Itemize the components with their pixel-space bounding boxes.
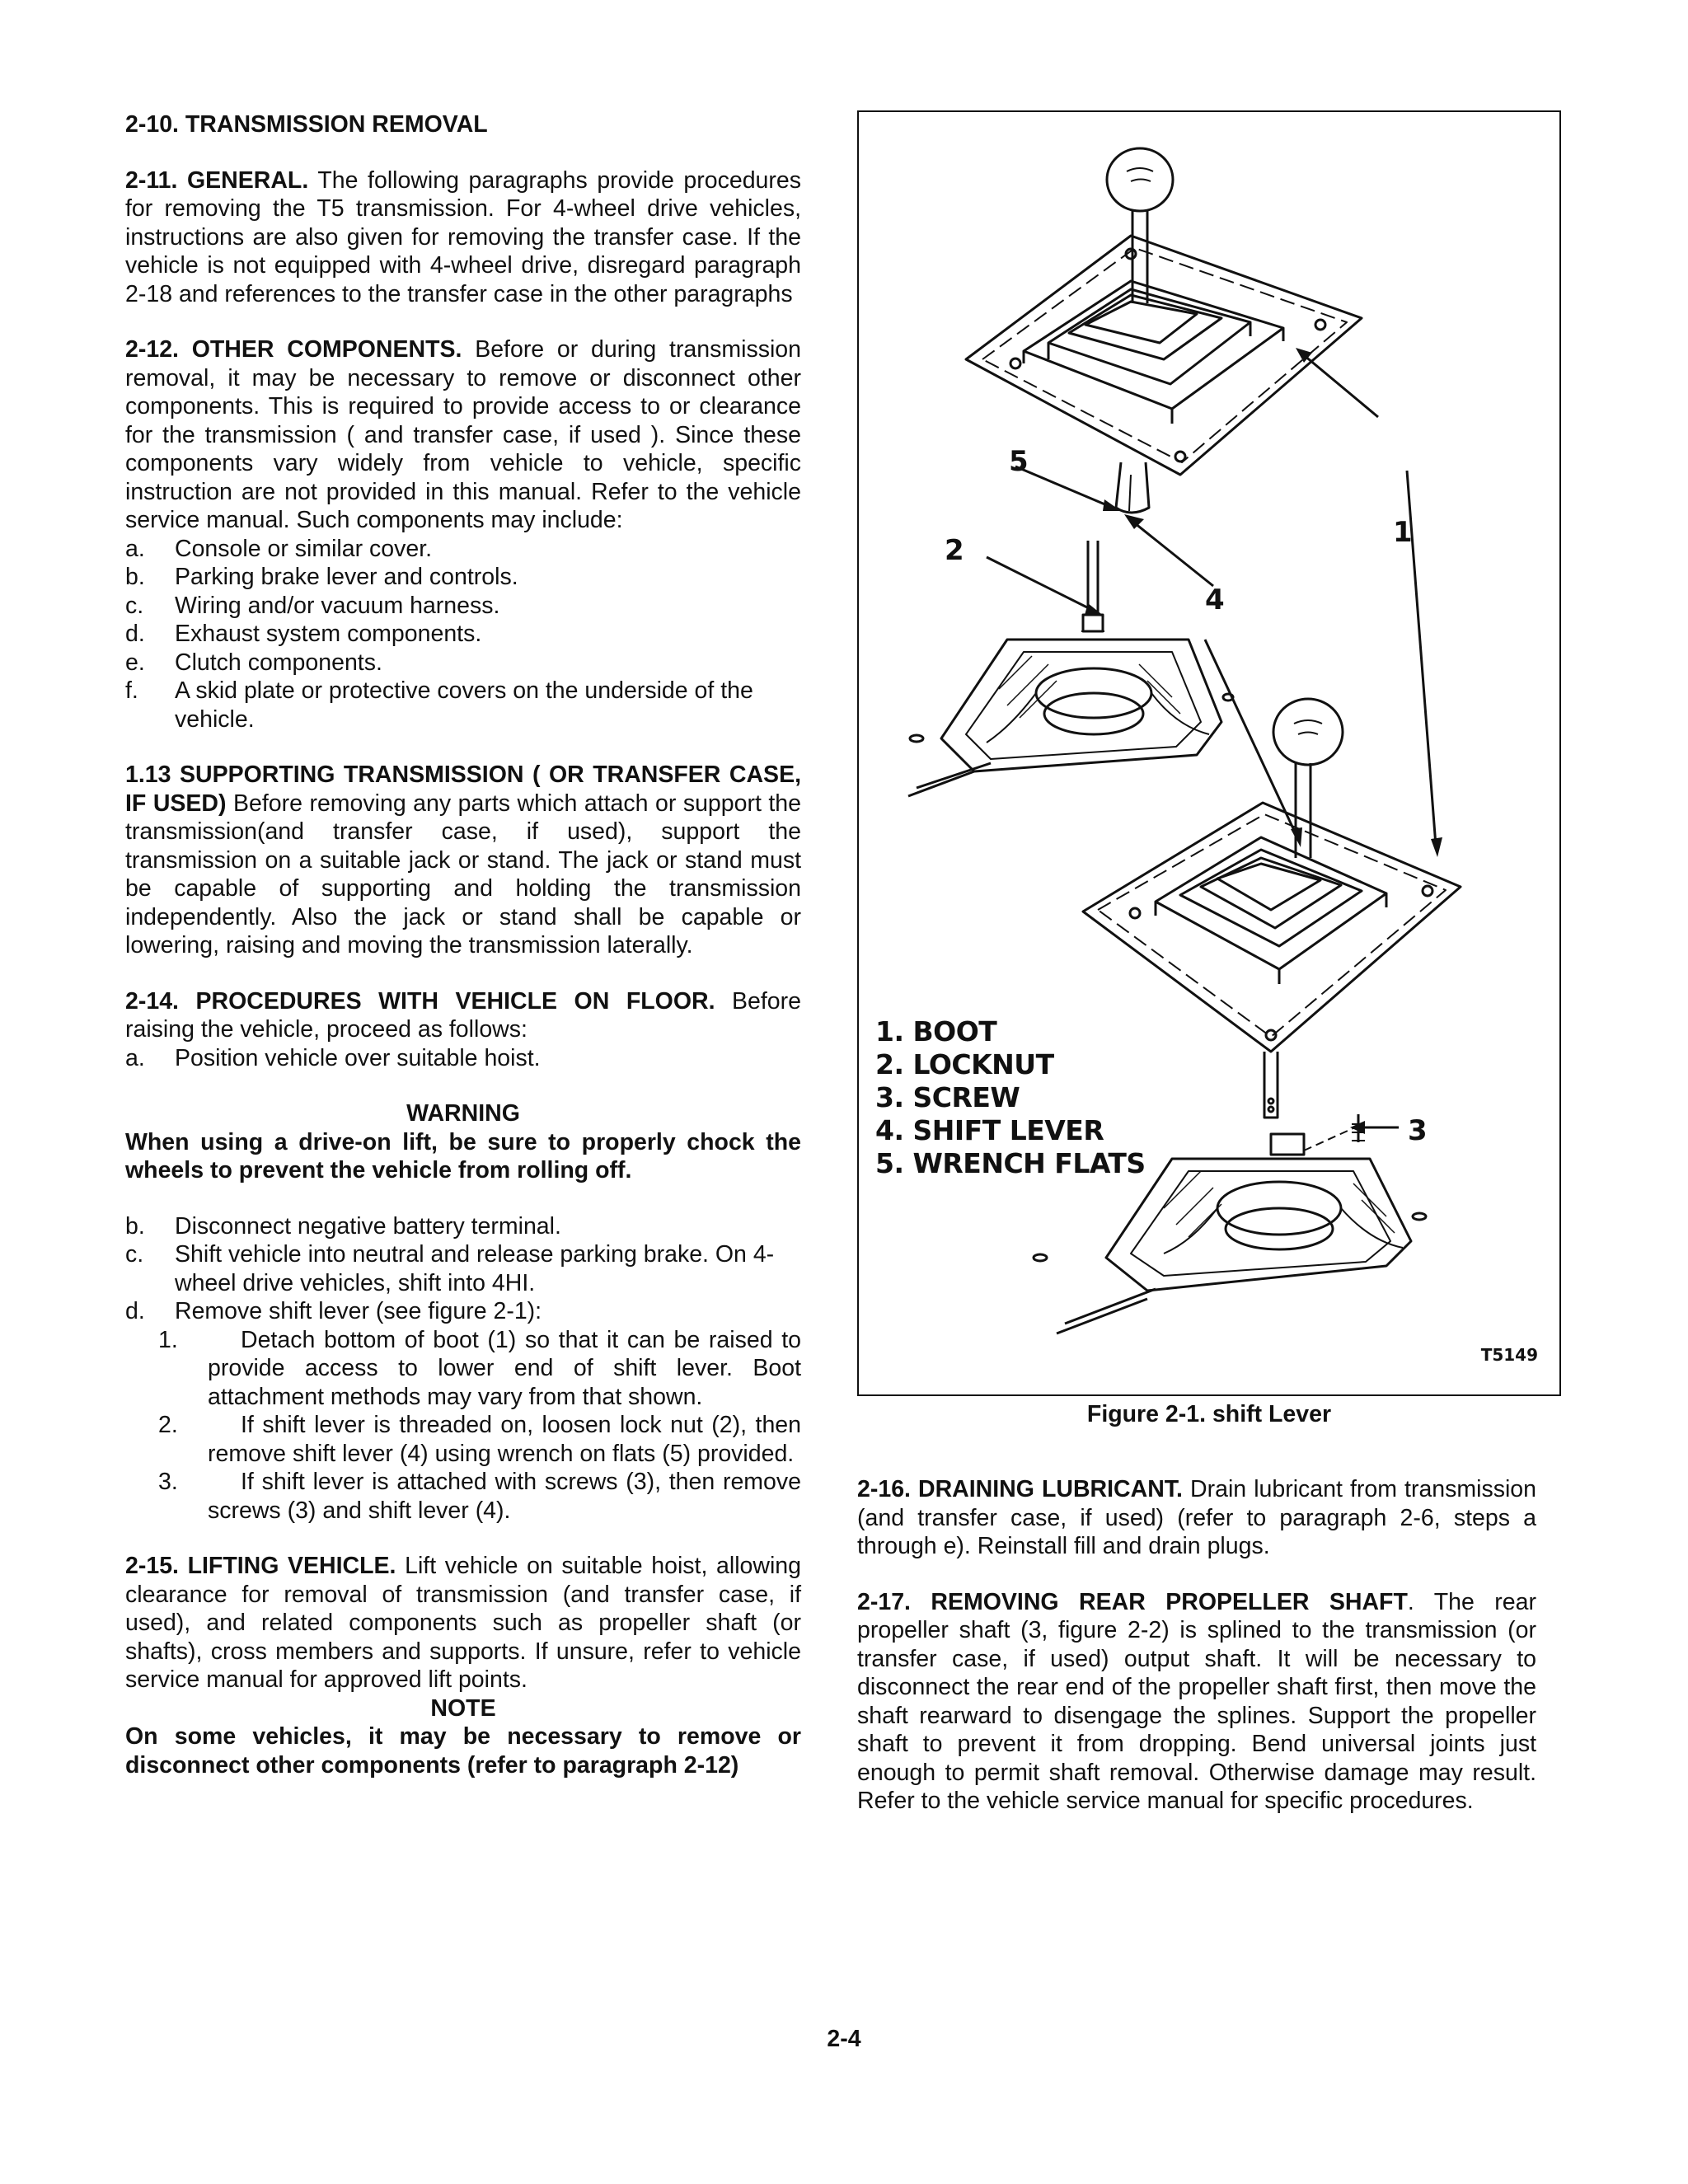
list-item: b. Parking brake lever and controls. [125,564,518,590]
steps-list [125,1212,801,1326]
paragraph-2-17-heading: 2-17. REMOVING REAR PROPELLER SHAFT [857,1588,1408,1615]
paragraph-2-15 [125,1552,801,1694]
warning-text: When using a drive-on lift, be sure to properly chock the wheels to prevent the vehicle from rolling off. [125,1128,801,1183]
paragraph-1-13 [125,761,801,960]
figure-code: T5149 [1480,1345,1538,1365]
list-item: 3. If shift lever is attached with screws (3), then remove screws (3) and shift lever (4). [158,1469,801,1524]
callout-2: 2 [945,534,964,567]
paragraph-2-16 [857,1475,1536,1561]
paragraph-1-13-heading: 1.13 SUPPORTING TRANSMISSION ( OR TRANSFER CASE, IF USED) [125,762,801,817]
list-item: 1. Detach bottom of boot (1) so that it can be raised to provide access to lower end of shift lever. Boot attachment methods may vary from that shown. [158,1326,801,1410]
paragraph-2-11 [125,166,801,309]
paragraph-2-12-body: Before or during transmission removal, it may be necessary to remove or disconnect other components. This is required to provide access to or clearance for the transmission ( and transfer case, if used ). Since these components vary widely from vehicle to vehicle, specific instruction are not provided in this manual. Refer to the vehicle service manual. Such components may include: [125,336,801,533]
paragraph-2-12 [125,335,801,535]
right-column [857,1475,1536,1816]
paragraph-2-11-heading: 2-11. GENERAL. [125,166,309,194]
list-item: c. Shift vehicle into neutral and release parking brake. On 4-wheel drive vehicles, shift into 4HI. [125,1241,775,1296]
legend-item: 1. BOOT [875,1015,997,1047]
list-item: b. Disconnect negative battery terminal. [125,1212,561,1240]
paragraph-2-14 [125,987,801,1044]
paragraph-2-14-heading: 2-14. PROCEDURES WITH VEHICLE ON FLOOR. [125,987,715,1015]
note-title: NOTE [430,1694,496,1722]
callout-4: 4 [1205,583,1225,616]
components-list [125,535,801,734]
page-number: 2-4 [827,2026,861,2052]
leader-lines [987,355,1436,1127]
paragraph-2-17 [857,1588,1536,1816]
list-item: a. Position vehicle over suitable hoist. [125,1044,541,1071]
figure-2-1 [857,110,1561,1396]
left-column [125,110,801,1779]
step-a-list [125,1044,801,1073]
warning-title: WARNING [406,1100,520,1127]
list-item: f. A skid plate or protective covers on the underside of the vehicle. [125,677,753,733]
shift-lever-illustration [859,112,1559,1394]
legend-item: 2. LOCKNUT [875,1048,1054,1080]
list-item: c. Wiring and/or vacuum harness. [125,592,500,619]
paragraph-2-17-body: . The rear propeller shaft (3, figure 2-2) is splined to the transmission (or transfer case, if used) output shaft. It will be necessary to disconnect the rear end of the propeller shaft first, then move the shaft rearward to disengage the splines. Support the propeller shaft to prevent it from dropping. Bend universal joints just enough to permit shaft removal. Otherwise damage may result. Refer to the vehicle service manual for specific procedures. [857,1588,1536,1814]
list-item: 2. If shift lever is threaded on, loosen lock nut (2), then remove shift lever (4) using wrench on flats (5) provided. [158,1412,801,1467]
note-text: On some vehicles, it may be necessary to remove or disconnect other components (refer to paragraph 2-12) [125,1723,801,1779]
figure-caption: Figure 2-1. shift Lever [1086,1401,1332,1427]
section-heading-2-10: 2-10. TRANSMISSION REMOVAL [125,111,488,138]
list-item: d. Exhaust system components. [125,621,482,647]
substeps-list [125,1326,801,1526]
paragraph-1-13-body: Before removing any parts which attach or support the transmission(and transfer case, if used), support the transmission on a suitable jack or stand. The jack or stand must be capable of supporting and holding the transmission independently. Also the jack or stand shall be capable or lowering, raising and moving the transmission laterally. [125,790,801,958]
legend-item: 5. WRENCH FLATS [875,1147,1146,1179]
locknut-housing-drawing [908,541,1233,796]
paragraph-2-16-body: Drain lubricant from transmission (and transfer case, if used) (refer to paragraph 2-6, steps a through e). Reinstall fill and drain plugs. [857,1476,1537,1559]
list-item: a. Console or similar cover. [125,535,433,562]
paragraph-2-11-body: The following paragraphs provide procedures for removing the T5 transmission. For 4-wheel drive vehicles, instructions are also given for removing the transfer case. If the vehicle is not equipped with 4-wheel drive, disregard paragraph 2-18 and references to the transfer case in the other paragraphs [125,166,801,307]
list-item: d. Remove shift lever (see figure 2-1): [125,1298,542,1324]
figure-legend [875,1015,1146,1180]
list-item: e. Clutch components. [125,649,382,676]
callout-1: 1 [1393,516,1413,549]
paragraph-2-15-body: Lift vehicle on suitable hoist, allowing clearance for removal of transmission (and transfer case, if used), and related components such as propeller shaft (or shafts), cross members and supports. If unsure, refer to vehicle service manual for approved lift points. [125,1553,801,1693]
callout-5: 5 [1009,445,1029,478]
paragraph-2-15-heading: 2-15. LIFTING VEHICLE. [125,1553,396,1579]
callout-3: 3 [1408,1114,1428,1147]
legend-item: 3. SCREW [875,1081,1020,1113]
paragraph-2-16-heading: 2-16. DRAINING LUBRICANT. [857,1476,1183,1502]
legend-item: 4. SHIFT LEVER [875,1114,1104,1146]
paragraph-2-14-body: Before raising the vehicle, proceed as follows: [125,987,801,1043]
paragraph-2-12-heading: 2-12. OTHER COMPONENTS. [125,336,462,363]
